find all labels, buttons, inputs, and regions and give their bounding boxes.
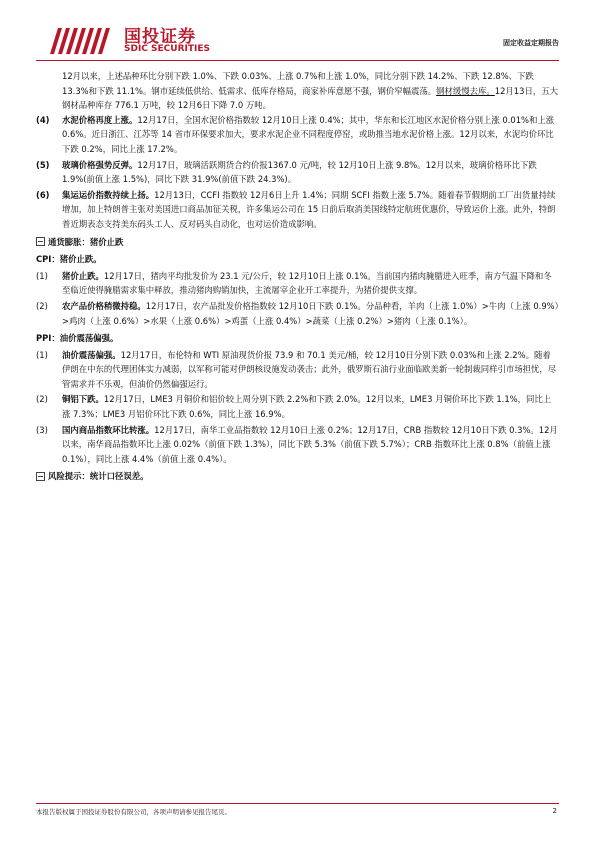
list-item (36, 299, 559, 328)
item-lead: 油价震荡偏强。 (62, 349, 121, 360)
item-lead: 国内商品指数环比转涨。 (62, 424, 155, 435)
section-title: 风险提示：统计口径误差。 (48, 471, 149, 482)
list-item (36, 158, 559, 187)
page-number: 2 (552, 807, 557, 815)
list-item (36, 113, 559, 157)
item-text: 12月17日，农产品批发价格指数较 12月10日下跌 0.1%。分品种看，羊肉（上涨 1.0%）>牛肉（上涨 0.9%）>鸡肉（上涨 0.6%）>水果（上涨 0.6%）>鸡蛋（上涨 0.4%）>蔬菜（上涨 0.2%）>猪肉（上涨 0.1%）。 (62, 300, 559, 326)
report-type: 固定收益定期报告 (503, 39, 559, 47)
header-divider (36, 60, 559, 61)
item-text: 12月17日，布伦特和 WTI 原油现货价报 73.9 和 70.1 美元/桶，较 12月10日分别下跌 0.03%和上涨 2.2%。随着伊朗在中东的代理团体实力减弱，以军称可能对伊朗核设施发动袭击；此外，俄罗斯石油行业面临欧美新一轮制裁同样引市场担忧，尽管需求并不乐观，但油价仍然偏强运行。 (62, 349, 557, 389)
continuation-text-1: 12月以来，上述品种环比分别下跌 1.0%、下跌 0.03%、上涨 0.7%和上涨 1.0%，同比分别下跌 14.2%、下跌 12.8%、下跌 13.3%和下跌 11.1%。钢市延续低供给、低需求、低库存格局，商家补库意愿不强，钢价窄幅震荡。 (62, 71, 534, 96)
item-number: (6) (36, 189, 50, 200)
list-item (36, 423, 559, 467)
item-lead: 玻璃价格强势反弹。 (62, 159, 138, 170)
section-marker-icon (36, 472, 45, 481)
item-lead: 水泥价格再度上涨。 (62, 114, 138, 125)
cpi-heading: CPI：猪价止跌。 (36, 254, 102, 265)
logo-english-name: SDIC SECURITIES (124, 44, 210, 54)
footer-disclaimer: 本报告版权属于国投证券股份有限公司，各项声明请参见报告尾页。 (36, 808, 231, 816)
list-item (36, 188, 559, 232)
continuation-paragraph (36, 69, 559, 113)
section-heading-inflation (36, 235, 559, 250)
item-text: 12月17日，全国水泥价格指数较 12月10日上涨 0.4%；其中，华东和长江地区水泥价格分别上涨 0.01%和上涨 0.6%。近日浙江、江苏等 14 省市环保要求加大，要求水泥企业不同程度停窑，或助推当地水泥价格上涨。12月以来，水泥均价环比下跌 0.2%，同比上涨 17.2%。 (62, 114, 555, 154)
section-heading-risk (36, 469, 559, 484)
continuation-text-2: 12月13日，五大钢材品种库存 776.1 万吨，较 12月6日下降 7.0 万吨。 (62, 85, 558, 111)
list-item (36, 392, 559, 421)
item-text: 12月13日，CCFI 指数较 12月6日上升 1.4%；同期 SCFI 指数上涨 5.7%。随着春节假期前工厂出货量持续增加，加上特朗普主张对美国进口商品加征关税，许多集运公司在 15 日前后取消美国线特定航班优惠价，导致运价上涨。此外，特朗普近期表态支持美东码头工人、反对码头自动化，也对运价造成影响。 (62, 189, 556, 229)
footer-divider (36, 803, 559, 804)
item-lead: 铜铝下跌。 (62, 394, 104, 405)
item-text: 12月17日，南华工业品指数较 12月10日上涨 0.2%；12月17日，CRB 指数较 12月10日下跌 0.3%。12月以来，南华商品指数环比上涨 0.02%（前值下跌 1.3%），同比下跌 5.3%（前值下跌 5.7%）；CRB 指数环比上涨 0.8%（前值上涨 0.1%），同比上涨 4.4%（前值上涨 0.4%）。 (62, 424, 558, 464)
ppi-heading: PPI：油价震荡偏强。 (36, 333, 119, 344)
item-number: (2) (36, 394, 48, 405)
section-marker-icon (36, 237, 45, 246)
item-number: (4) (36, 114, 50, 125)
continuation-underlined: 钢材缓慢去库。 (436, 85, 495, 96)
item-number: (1) (36, 270, 48, 281)
item-text: 12月17日，玻璃活跃期货合约价报1367.0 元/吨，较 12月10日上涨 9.8%。12月以来，玻璃价格环比下跌 1.9%(前值上涨 1.5%)，同比下跌 31.9%(前值下跌 24.3%)。 (62, 159, 537, 185)
list-item (36, 269, 559, 298)
item-lead: 集运运价指数持续上扬。 (62, 189, 155, 200)
section-title: 通货膨胀：猪价止跌 (48, 236, 124, 247)
item-number: (3) (36, 424, 48, 435)
list-item (36, 348, 559, 392)
logo-chinese-name: 国投证券 (124, 27, 196, 47)
company-logo (44, 20, 210, 56)
item-number: (1) (36, 349, 48, 360)
item-number: (5) (36, 159, 50, 170)
item-number: (2) (36, 300, 48, 311)
item-lead: 农产品价格稍微持稳。 (62, 300, 146, 311)
document-body (36, 69, 559, 486)
item-text: 12月17日，LME3 月铜价和铝价较上周分别下跌 2.2%和下跌 2.0%。12月以来，LME3 月铜价环比下跌 1.1%，同比上涨 7.3%；LME3 月铝价环比下跌 0.6%，同比上涨 16.9%。 (62, 394, 552, 420)
item-lead: 猪价止跌。 (62, 270, 104, 281)
logo-stripes-icon (44, 20, 122, 56)
item-text: 12月17日，猪肉平均批发价为 23.1 元/公斤，较 12月10日上涨 0.1%。当前国内猪肉腌腊进入旺季，南方气温下降和冬至临近使得腌腊需求集中释放，推动猪肉购销加快，主流屠宰企业开工率提升，为猪价提供支撑。 (62, 270, 552, 296)
